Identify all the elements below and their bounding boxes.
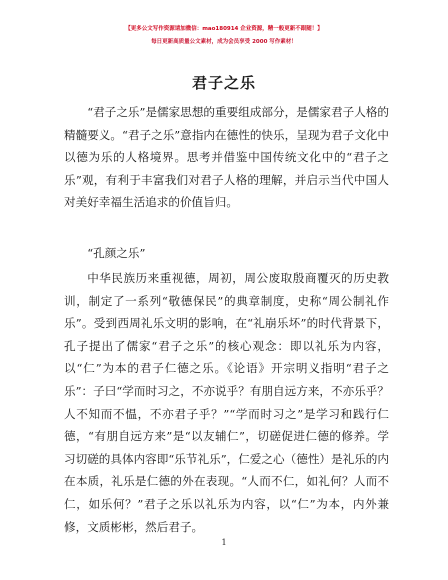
section-heading: “孔颜之乐” [87, 246, 146, 260]
paragraph-body: 中华民族历来重视德，周初，周公废取殷商覆灭的历史教训，制定了一系列“敬德保民”的典章制度，史称“周公制礼作乐”。受到西周礼乐文明的影响，在“礼崩乐坏”的时代背景下，孔子提出了儒家“君子之乐”的核心观念：即以礼乐为内容，以“仁”为本的君子仁德之乐。《论语》开宗明义指明“君子之乐”：子曰“学而时习之，不亦说乎？有朋自远方来，不亦乐乎？人不知而不愠，不亦君子乎？”“学而时习之”是学习和践行仁德，“有朋自远方来”是“以友辅仁”，切磋促进仁德的修养。学习切磋的具体内容即“乐节礼乐”，仁爱之心（德性）是礼乐的内在本质，礼乐是仁德的外在表现。“人而不仁，如礼何？人而不仁，如乐何？”君子之乐以礼乐为内容，以“仁”为本，内外兼修，文质彬彬，然后君子。 [64, 271, 389, 534]
header-promo-line-1: 【更多公文写作资源请加微信：mao180914 企业资源，精一般更新不跟随！】 [125, 26, 323, 32]
page-number: 1 [221, 538, 227, 547]
paragraph-intro: “君子之乐”是儒家思想的重要组成部分，是儒家君子人格的精髓要义。“君子之乐”意指内在德性的快乐，呈现为君子文化中以德为乐的人格境界。思考并借鉴中国传统文化中的“君子之乐”观，有利于丰富我们对君子人格的理解，并启示当代中国人对美好幸福生活追求的价值旨归。 [64, 105, 389, 210]
header-promo-line-2: 每日更新高质量公文素材，成为会员享受 2000 写作素材！ [151, 39, 297, 45]
document-title: 君子之乐 [191, 74, 256, 92]
